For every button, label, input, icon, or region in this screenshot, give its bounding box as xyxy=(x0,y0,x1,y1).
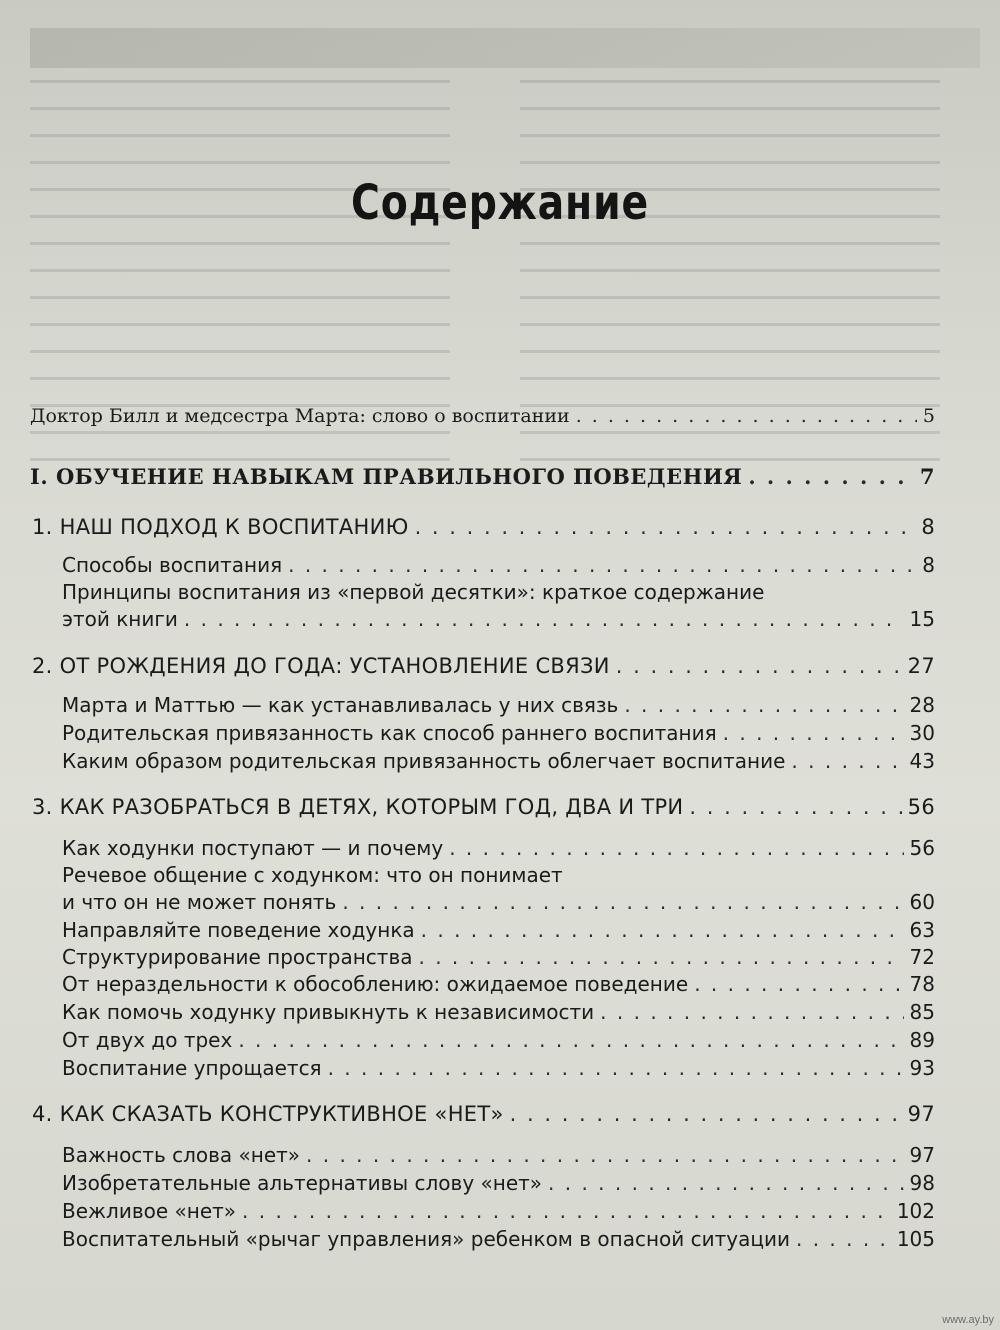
previous-page-shadow xyxy=(30,28,980,68)
toc-entry-label: От двух до трех xyxy=(62,1028,233,1052)
toc-entry-label: Вежливое «нет» xyxy=(62,1199,237,1223)
toc-page-number: 97 xyxy=(907,1102,935,1126)
toc-entry-label: Каким образом родительская привязанность облегчает воспитание xyxy=(62,749,786,773)
toc-page-number: 97 xyxy=(909,1143,935,1167)
toc-page-number: 72 xyxy=(909,945,935,969)
toc-subentry xyxy=(62,945,935,971)
leader-dots xyxy=(694,972,903,996)
leader-dots xyxy=(548,1171,904,1195)
page-title: Содержание xyxy=(351,175,649,231)
leader-dots xyxy=(624,693,903,717)
toc-part-label: I. ОБУЧЕНИЕ НАВЫКАМ ПРАВИЛЬНОГО ПОВЕДЕНИЯ xyxy=(30,464,743,489)
toc-chapter-label: 1. НАШ ПОДХОД К ВОСПИТАНИЮ xyxy=(32,515,409,539)
toc-entry-label: От нераздельности к обособлению: ожидаемое поведение xyxy=(62,972,689,996)
toc-entry-label: Как помочь ходунку привыкнуть к независимости xyxy=(62,1000,595,1024)
leader-dots xyxy=(306,1143,904,1167)
toc-page-number: 28 xyxy=(909,693,935,717)
toc-page-number: 5 xyxy=(922,405,935,427)
leader-dots xyxy=(723,721,904,745)
toc-entry-label: Важность слова «нет» xyxy=(62,1143,301,1167)
leader-dots xyxy=(242,1199,891,1223)
toc-chapter-label: 4. КАК СКАЗАТЬ КОНСТРУКТИВНОЕ «НЕТ» xyxy=(32,1102,504,1126)
toc-subentry xyxy=(62,721,935,747)
toc-entry-label: этой книги xyxy=(62,607,178,631)
toc-subentry xyxy=(62,1227,935,1253)
toc-entry-label: Как ходунки поступают — и почему xyxy=(62,836,444,860)
leader-dots xyxy=(510,1102,902,1126)
toc-page-number: 98 xyxy=(909,1171,935,1195)
toc-page-number: 56 xyxy=(909,836,935,860)
toc-subentry xyxy=(62,553,935,579)
leader-dots xyxy=(796,1227,891,1251)
leader-dots xyxy=(791,749,903,773)
toc-entry-label: Способы воспитания xyxy=(62,553,283,577)
toc-subentry xyxy=(62,1056,935,1082)
toc-entry-label-line1: Принципы воспитания из «первой десятки»: краткое содержание xyxy=(62,580,765,604)
toc-page-number: 43 xyxy=(909,749,935,773)
toc-subentry xyxy=(62,1143,935,1169)
toc-chapter xyxy=(32,654,935,680)
toc-chapter xyxy=(32,795,935,821)
toc-subentry xyxy=(62,890,935,916)
leader-dots xyxy=(748,464,914,489)
toc-subentry xyxy=(62,918,935,944)
leader-dots xyxy=(576,405,917,427)
leader-dots xyxy=(600,1000,903,1024)
leader-dots xyxy=(689,795,901,819)
toc-subentry xyxy=(62,836,935,862)
toc-page-number: 89 xyxy=(909,1028,935,1052)
toc-page-number: 85 xyxy=(909,1000,935,1024)
leader-dots xyxy=(184,607,904,631)
toc-entry-label: Родительская привязанность как способ раннего воспитания xyxy=(62,721,717,745)
site-watermark: www.ay.by xyxy=(942,1314,994,1326)
toc-entry-label: Доктор Билл и медсестра Марта: слово о воспитании xyxy=(30,405,570,427)
toc-page-number: 7 xyxy=(919,464,935,489)
leader-dots xyxy=(449,836,903,860)
toc-part-heading xyxy=(30,464,935,490)
toc-page-number: 8 xyxy=(922,553,935,577)
toc-entry-label: Изобретательные альтернативы слову «нет» xyxy=(62,1171,543,1195)
toc-chapter xyxy=(32,515,935,541)
toc-page-number: 8 xyxy=(921,515,935,539)
leader-dots xyxy=(328,1056,904,1080)
toc-page-number: 30 xyxy=(909,721,935,745)
toc-subentry xyxy=(62,749,935,775)
leader-dots xyxy=(616,654,902,678)
toc-subentry xyxy=(62,693,935,719)
toc-subentry xyxy=(62,1171,935,1197)
toc-page-number: 102 xyxy=(896,1199,935,1223)
toc-entry-label-line1: Речевое общение с ходунком: что он понимает xyxy=(62,863,563,887)
leader-dots xyxy=(421,918,904,942)
toc-entry-label: Направляйте поведение ходунка xyxy=(62,918,415,942)
leader-dots xyxy=(419,945,904,969)
toc-subentry xyxy=(62,1199,935,1225)
toc-chapter xyxy=(32,1102,935,1128)
toc-entry-label: Воспитательный «рычаг управления» ребенком в опасной ситуации xyxy=(62,1227,790,1251)
toc-page-number: 78 xyxy=(909,972,935,996)
leader-dots xyxy=(415,515,916,539)
toc-subentry xyxy=(62,972,935,998)
toc-page-number: 93 xyxy=(909,1056,935,1080)
leader-dots xyxy=(342,890,903,914)
toc-entry-label: и что он не может понять xyxy=(62,890,337,914)
toc-entry-label: Марта и Маттью — как устанавливалась у них связь xyxy=(62,693,619,717)
toc-page-number: 105 xyxy=(896,1227,935,1251)
toc-subentry xyxy=(62,1000,935,1026)
toc-subentry xyxy=(62,607,935,633)
toc-page-number: 15 xyxy=(909,607,935,631)
toc-chapter-label: 2. ОТ РОЖДЕНИЯ ДО ГОДА: УСТАНОВЛЕНИЕ СВЯЗИ xyxy=(32,654,610,678)
toc-subentry xyxy=(62,1028,935,1054)
toc-page-number: 60 xyxy=(909,890,935,914)
toc-page-number: 56 xyxy=(907,795,935,819)
toc-page-number: 27 xyxy=(907,654,935,678)
toc-page-number: 63 xyxy=(909,918,935,942)
leader-dots xyxy=(288,553,916,577)
toc-entry-label: Структурирование пространства xyxy=(62,945,413,969)
toc-intro xyxy=(30,405,935,431)
leader-dots xyxy=(238,1028,903,1052)
toc-entry-label: Воспитание упрощается xyxy=(62,1056,322,1080)
toc-chapter-label: 3. КАК РАЗОБРАТЬСЯ В ДЕТЯХ, КОТОРЫМ ГОД, ДВА И ТРИ xyxy=(32,795,684,819)
